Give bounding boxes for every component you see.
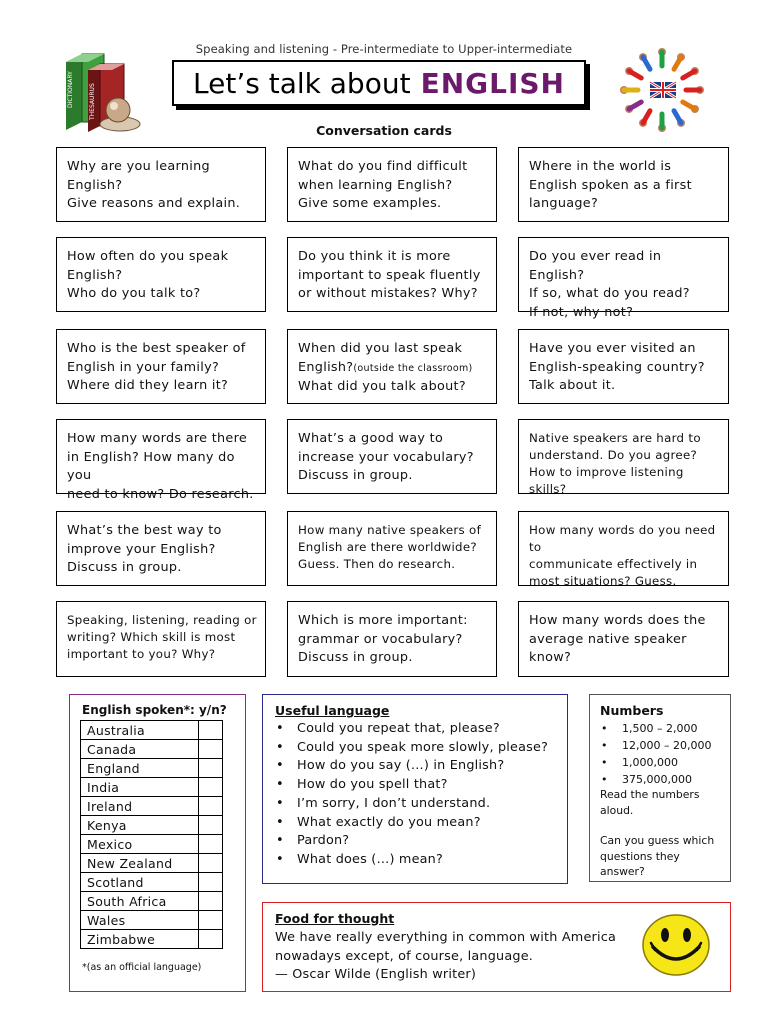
country-name: Canada — [81, 740, 199, 759]
card-line: English-speaking country? — [529, 359, 705, 375]
useful-language-list — [275, 720, 548, 870]
books-label-top: DICTIONARY — [67, 71, 74, 108]
conversation-card — [518, 511, 729, 586]
country-row — [81, 873, 223, 892]
card-line: How many words are there — [67, 431, 248, 446]
country-name: Zimbabwe — [81, 930, 199, 949]
food-quote-line2: nowadays except, of course, language. — [275, 948, 534, 964]
answer-cell — [199, 778, 223, 797]
countries-table — [80, 720, 223, 949]
country-name: Scotland — [81, 873, 199, 892]
card-line: If so, what do you read? — [529, 286, 690, 301]
card-line: grammar or vocabulary? — [298, 631, 463, 647]
card-line: English?(outside the classroom) — [298, 359, 473, 375]
card-line: Have you ever visited an — [529, 341, 696, 356]
card-line: What did you talk about? — [298, 379, 466, 394]
person-body — [643, 57, 650, 69]
answer-cell — [199, 740, 223, 759]
card-line: Who is the best speaker of — [67, 341, 246, 356]
number-item: • 1,000,000 — [600, 754, 711, 771]
card-line: Which is more important: — [298, 613, 468, 628]
card-line: when learning English? — [298, 177, 453, 193]
country-row — [81, 892, 223, 911]
card-line: Discuss in group. — [298, 650, 413, 665]
answer-cell — [199, 930, 223, 949]
country-name: Australia — [81, 721, 199, 740]
card-line: writing? Which skill is most — [67, 630, 236, 644]
countries-footnote: *(as an official language) — [82, 962, 202, 973]
card-line: know? — [529, 650, 572, 665]
answer-cell — [199, 835, 223, 854]
country-row — [81, 816, 223, 835]
country-row — [81, 740, 223, 759]
card-line: Discuss in group. — [298, 468, 413, 483]
country-row — [81, 759, 223, 778]
number-item: • 1,500 – 2,000 — [600, 720, 711, 737]
numbers-panel — [589, 694, 731, 882]
card-line: average native speaker — [529, 631, 687, 647]
card-line: If not, why not? — [529, 304, 634, 320]
subtitle: Speaking and listening - Pre-intermediate to Upper-intermediate — [195, 42, 573, 56]
card-line: Where in the world is — [529, 159, 672, 174]
conversation-card — [287, 237, 497, 312]
card-line: English in your family? — [67, 359, 220, 375]
card-line: English spoken as a first — [529, 177, 692, 193]
conversation-card — [56, 601, 266, 677]
country-name: Ireland — [81, 797, 199, 816]
number-item: • 12,000 – 20,000 — [600, 737, 711, 754]
card-line: English? — [67, 177, 123, 193]
countries-panel — [69, 694, 246, 992]
smiley-face-icon — [641, 913, 711, 977]
card-line: Give reasons and explain. — [67, 196, 241, 211]
card-line: improve your English? — [67, 541, 216, 557]
numbers-heading: Numbers — [600, 703, 664, 718]
conversation-card — [287, 419, 497, 494]
conversation-card — [518, 601, 729, 677]
card-line: Native speakers are hard to — [529, 431, 701, 445]
card-line: English? — [67, 267, 123, 283]
useful-phrase: • How do you say (…) in English? — [275, 757, 548, 776]
card-line: Do you ever read in English? — [529, 249, 662, 283]
conversation-card — [518, 329, 729, 404]
card-line: understand. Do you agree? — [529, 448, 698, 462]
answer-cell — [199, 721, 223, 740]
card-line: How many words do you need to — [529, 523, 716, 554]
food-quote-author: — Oscar Wilde (English writer) — [275, 967, 477, 982]
country-name: Kenya — [81, 816, 199, 835]
country-name: England — [81, 759, 199, 778]
card-line: What’s the best way to — [67, 523, 222, 538]
conversation-card — [518, 237, 729, 320]
card-line: What’s a good way to — [298, 431, 444, 446]
country-name: New Zealand — [81, 854, 199, 873]
country-name: Wales — [81, 911, 199, 930]
card-line: Do you think it is more — [298, 249, 451, 264]
card-line: What do you find difficult — [298, 159, 468, 174]
title-part1: Let’s talk about — [193, 66, 411, 100]
person-body — [629, 71, 641, 78]
person-body — [629, 102, 641, 109]
card-line: Speaking, listening, reading or — [67, 613, 257, 627]
card-note: (outside the classroom) — [353, 362, 473, 374]
conversation-card — [56, 511, 266, 586]
card-line: important to you? Why? — [67, 647, 216, 661]
food-for-thought-panel — [262, 902, 731, 992]
person-body — [643, 111, 650, 123]
card-line: Who do you talk to? — [67, 286, 201, 301]
useful-language-panel — [262, 694, 568, 884]
useful-phrase: • What does (…) mean? — [275, 851, 548, 870]
country-row — [81, 778, 223, 797]
card-line: important to speak fluently — [298, 267, 481, 283]
conversation-card — [287, 147, 497, 222]
country-row — [81, 854, 223, 873]
numbers-note-read: Read the numbers aloud. — [600, 788, 700, 817]
useful-phrase: • I’m sorry, I don’t understand. — [275, 795, 548, 814]
card-line: language? — [529, 196, 599, 211]
countries-heading: English spoken*: y/n? — [82, 703, 227, 717]
page-title — [172, 60, 586, 106]
conversation-card — [56, 329, 266, 404]
conversation-card — [56, 419, 266, 502]
answer-cell — [199, 816, 223, 835]
food-quote — [275, 929, 625, 985]
answer-cell — [199, 797, 223, 816]
card-line: When did you last speak — [298, 341, 463, 356]
card-line: How many native speakers of — [298, 523, 482, 537]
card-line: Give some examples. — [298, 196, 442, 211]
person-body — [674, 57, 681, 69]
food-heading: Food for thought — [275, 911, 395, 926]
answer-cell — [199, 759, 223, 778]
person-body — [683, 102, 695, 109]
numbers-list — [600, 720, 711, 788]
books-label-side: THESAURUS — [89, 83, 96, 120]
conversation-card — [518, 419, 729, 494]
useful-phrase: • What exactly do you mean? — [275, 814, 548, 833]
useful-phrase: • How do you spell that? — [275, 776, 548, 795]
conversation-card — [287, 511, 497, 586]
card-line: most situations? Guess. — [529, 574, 677, 588]
title-part2: ENGLISH — [420, 66, 565, 100]
numbers-note-guess: Can you guess which questions they answer? — [600, 834, 715, 878]
card-line: Guess. Then do research. — [298, 557, 456, 571]
card-line: need to know? Do research. — [67, 486, 254, 502]
card-line: in English? How many do you — [67, 449, 235, 483]
card-line: Why are you learning — [67, 159, 210, 174]
card-line: Talk about it. — [529, 378, 616, 393]
country-name: South Africa — [81, 892, 199, 911]
answer-cell — [199, 892, 223, 911]
card-line: or without mistakes? Why? — [298, 286, 478, 301]
card-line: How to improve listening skills? — [529, 465, 684, 496]
answer-cell — [199, 911, 223, 930]
person-body — [674, 111, 681, 123]
conversation-card — [56, 147, 266, 222]
number-item: • 375,000,000 — [600, 771, 711, 788]
answer-cell — [199, 854, 223, 873]
country-name: India — [81, 778, 199, 797]
conversation-card — [287, 601, 497, 677]
card-line: communicate effectively in — [529, 557, 698, 571]
country-row — [81, 797, 223, 816]
card-line: Discuss in group. — [67, 560, 182, 575]
useful-phrase: • Could you repeat that, please? — [275, 720, 548, 739]
card-line: How many words does the — [529, 613, 706, 628]
country-row — [81, 721, 223, 740]
country-name: Mexico — [81, 835, 199, 854]
cards-heading: Conversation cards — [316, 123, 452, 138]
conversation-card — [287, 329, 497, 404]
person-body — [683, 71, 695, 78]
card-line: How often do you speak — [67, 249, 229, 264]
conversation-card — [56, 237, 266, 312]
useful-phrase: • Pardon? — [275, 832, 548, 851]
country-row — [81, 835, 223, 854]
food-quote-line1: We have really everything in common with America — [275, 930, 617, 945]
answer-cell — [199, 873, 223, 892]
card-line: increase your vocabulary? — [298, 449, 474, 465]
country-row — [81, 911, 223, 930]
useful-phrase: • Could you speak more slowly, please? — [275, 739, 548, 758]
card-line: English are there worldwide? — [298, 540, 477, 554]
card-line: Where did they learn it? — [67, 378, 229, 393]
conversation-card — [518, 147, 729, 222]
useful-language-heading: Useful language — [275, 703, 390, 718]
country-row — [81, 930, 223, 949]
